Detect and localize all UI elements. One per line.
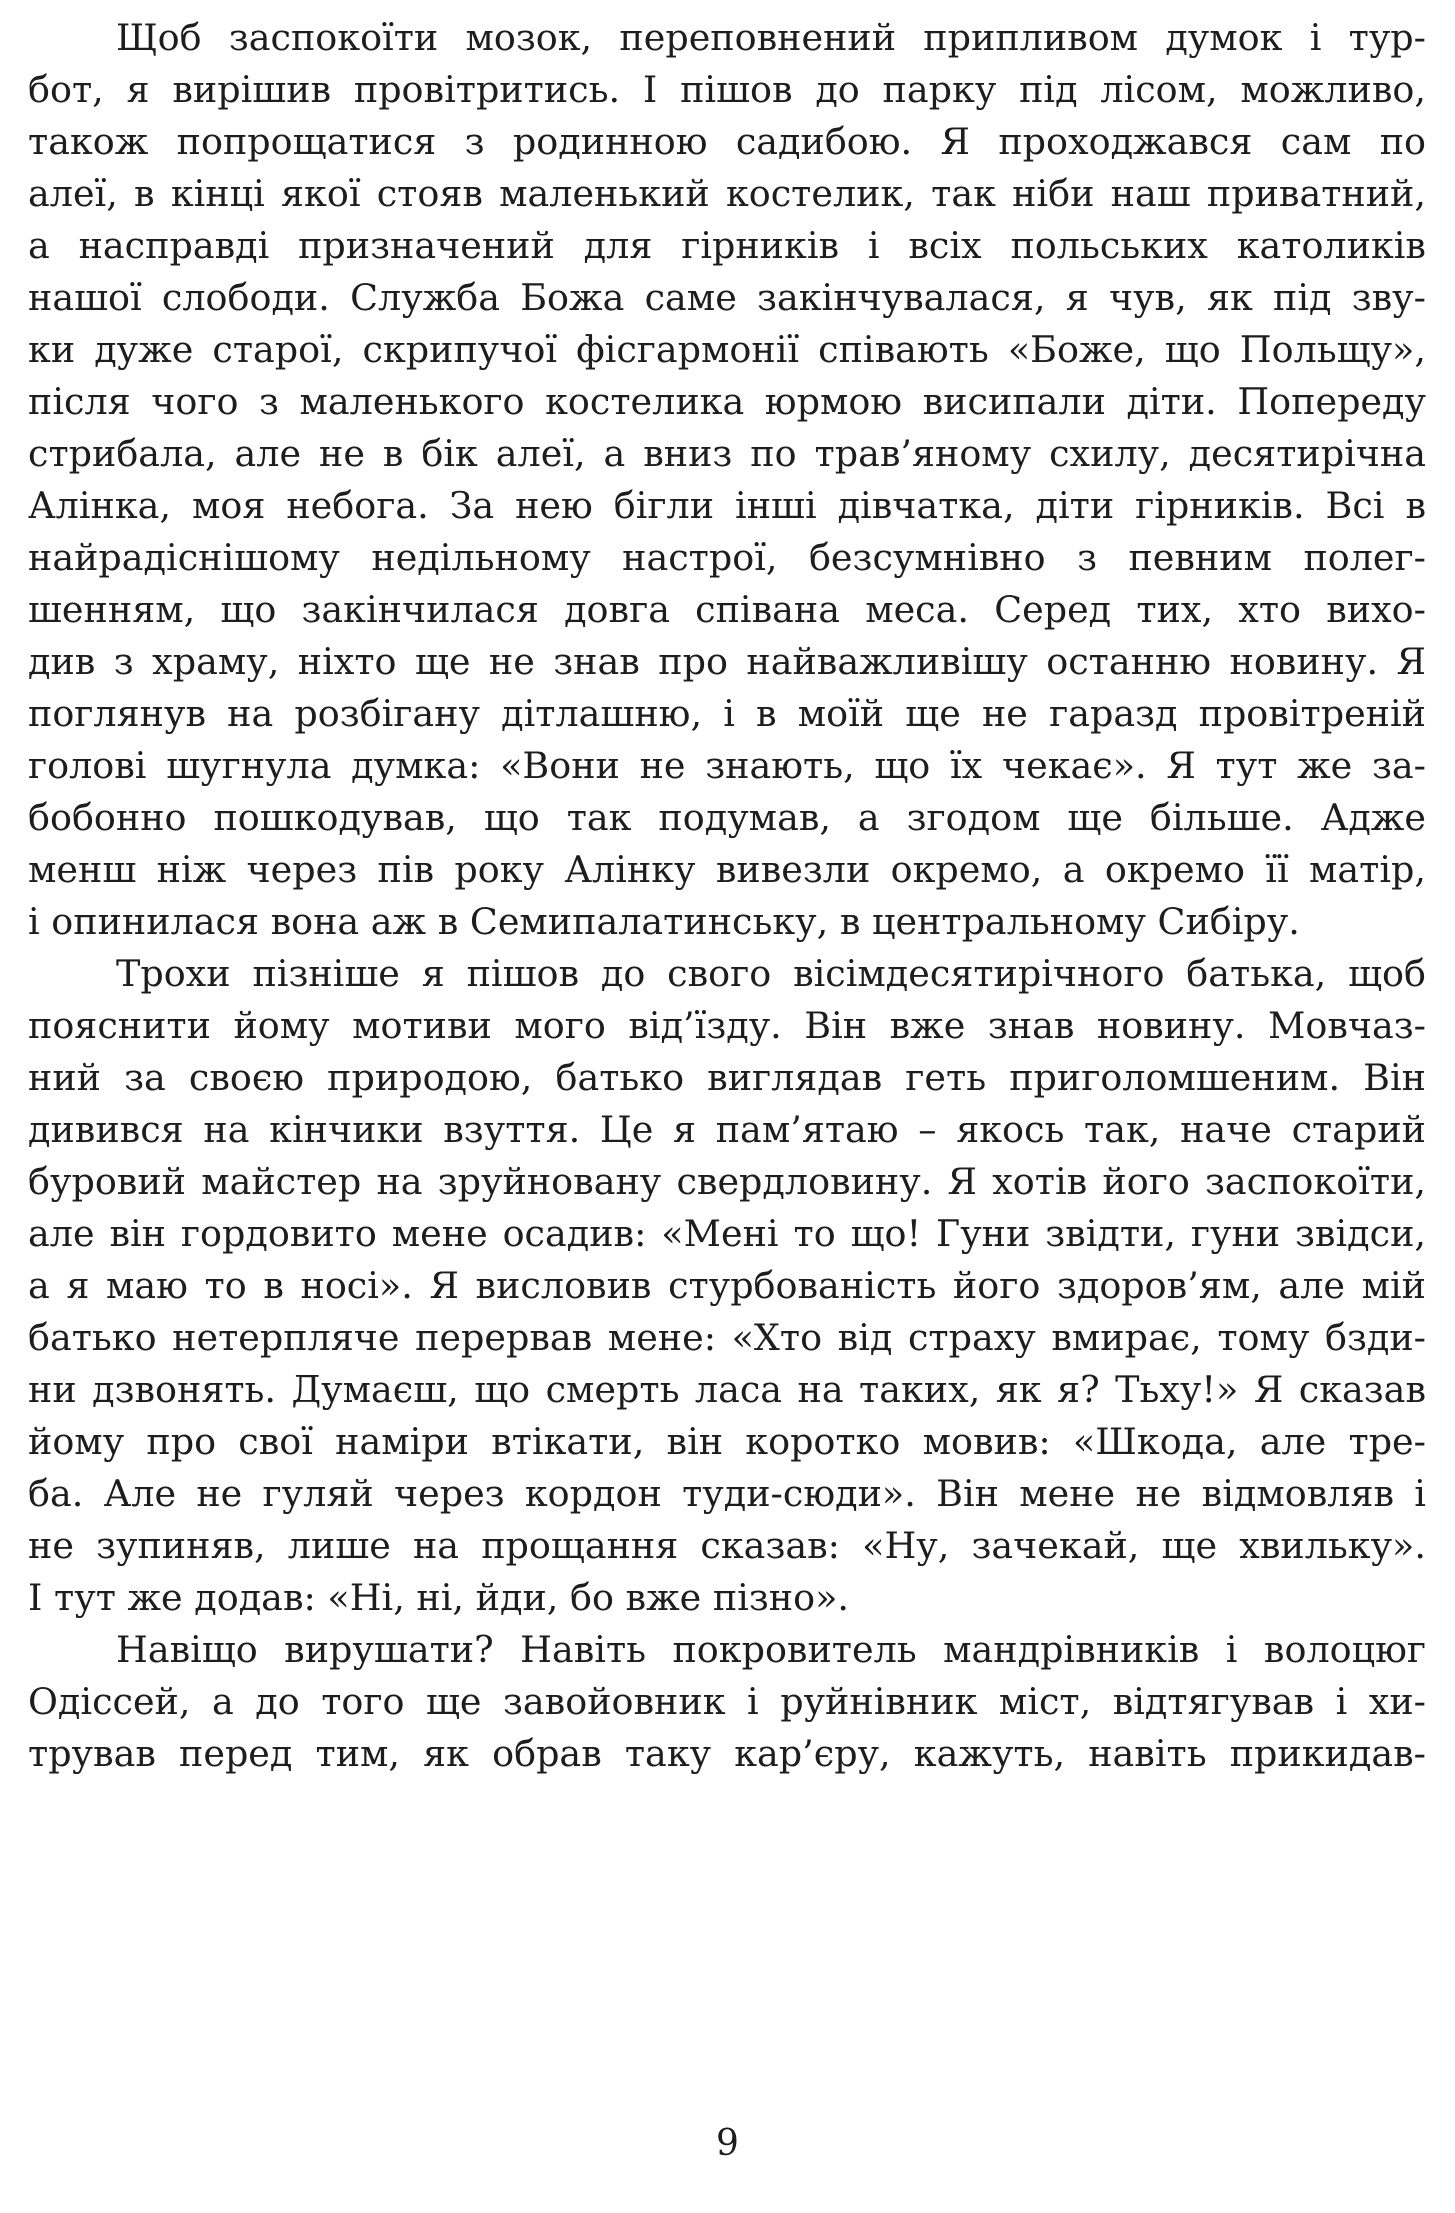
text-line: голові шугнула думка: «Вони не знають, що їх чекає». Я тут же за- (28, 744, 1426, 787)
text-line: І тут же додав: «Ні, ні, йди, бо вже пізно». (28, 1576, 850, 1619)
text-line: поглянув на розбігану дітлашню, і в моїй ще не гаразд провітреній (28, 692, 1426, 735)
text-line: див з храму, ніхто ще не знав про найважливішу останню новину. Я (28, 640, 1426, 683)
text-line: Щоб заспокоїти мозок, переповнений припливом думок і тур- (116, 16, 1426, 59)
text-line: бобонно пошкодував, що так подумав, а згодом ще більше. Адже (28, 796, 1426, 839)
text-line: пояснити йому мотиви мого від’їзду. Він вже знав новину. Мовчаз- (28, 1004, 1426, 1047)
text-line: не зупиняв, лише на прощання сказав: «Ну, зачекай, ще хвильку». (28, 1524, 1426, 1567)
text-line: нашої слободи. Служба Божа саме закінчувалася, я чув, як під зву- (28, 276, 1426, 319)
text-line: Трохи пізніше я пішов до свого вісімдесятирічного батька, щоб (116, 952, 1426, 995)
text-line: менш ніж через пів року Алінку вивезли окремо, а окремо її матір, (28, 848, 1426, 891)
paragraph-2 (28, 948, 1426, 1624)
text-line: ни дзвонять. Думаєш, що смерть ласа на таких, як я? Тьху!» Я сказав (28, 1368, 1426, 1411)
paragraph-1 (28, 12, 1426, 948)
text-line: також попрощатися з родинною садибою. Я проходжався сам по (28, 120, 1426, 163)
text-line: після чого з маленького костелика юрмою висипали діти. Попереду (28, 380, 1426, 423)
text-line: буровий майстер на зруйновану свердловину. Я хотів його заспокоїти, (28, 1160, 1426, 1203)
text-line: йому про свої наміри втікати, він коротко мовив: «Шкода, але тре- (28, 1420, 1426, 1463)
paragraph-3 (28, 1624, 1426, 1780)
text-line: шенням, що закінчилася довга співана меса. Серед тих, хто вихо- (28, 588, 1426, 631)
text-line: ний за своєю природою, батько виглядав геть приголомшеним. Він (28, 1056, 1426, 1099)
body-text (28, 12, 1426, 1780)
text-line: дивився на кінчики взуття. Це я пам’ятаю – якось так, наче старий (28, 1108, 1426, 1151)
page-number: 9 (716, 2123, 739, 2164)
text-line: а насправді призначений для гірників і всіх польських католиків (28, 224, 1426, 267)
text-line: стрибала, але не в бік алеї, а вниз по трав’яному схилу, десятирічна (28, 432, 1426, 475)
text-line: Навіщо вирушати? Навіть покровитель мандрівників і волоцюг (116, 1628, 1426, 1671)
text-line: і опинилася вона аж в Семипалатинську, в центральному Сибіру. (28, 900, 1300, 943)
text-line: алеї, в кінці якої стояв маленький костелик, так ніби наш приватний, (28, 172, 1426, 215)
text-line: батько нетерпляче перервав мене: «Хто від страху вмирає, тому бзди- (28, 1316, 1426, 1359)
text-line: але він гордовито мене осадив: «Мені то що! Гуни звідти, гуни звідси, (28, 1212, 1426, 1255)
text-line: а я маю то в носі». Я висловив стурбованість його здоров’ям, але мій (28, 1264, 1426, 1307)
text-line: Алінка, моя небога. За нею бігли інші дівчатка, діти гірників. Всі в (28, 484, 1426, 527)
text-line: бот, я вирішив провітритись. І пішов до парку під лісом, можливо, (28, 68, 1426, 111)
text-line: ки дуже старої, скрипучої фісгармонії співають «Боже, що Польщу», (28, 328, 1426, 371)
text-line: Одіссей, а до того ще завойовник і руйнівник міст, відтягував і хи- (28, 1680, 1426, 1723)
text-line: трував перед тим, як обрав таку кар’єру, кажуть, навіть прикидав- (28, 1732, 1426, 1775)
text-line: ба. Але не гуляй через кордон туди-сюди». Він мене не відмовляв і (28, 1472, 1426, 1515)
text-line: найрадіснішому недільному настрої, безсумнівно з певним полег- (28, 536, 1426, 579)
